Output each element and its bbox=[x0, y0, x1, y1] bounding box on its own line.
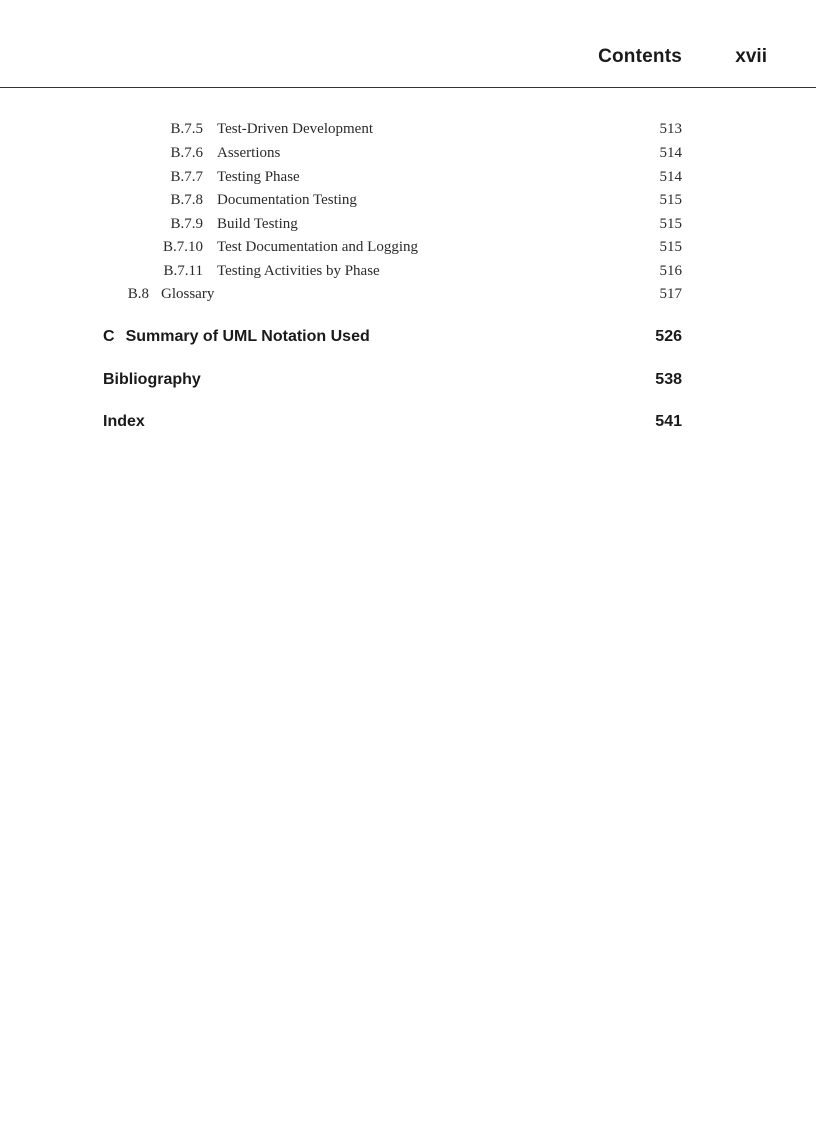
toc-entry bbox=[0, 216, 816, 238]
toc-entry-page: 514 bbox=[659, 145, 682, 161]
toc-entry-title: Testing Activities by Phase bbox=[217, 263, 380, 279]
toc-entry-title: Test Documentation and Logging bbox=[217, 239, 418, 255]
toc-entry-page: 515 bbox=[659, 216, 682, 232]
toc-chapter-title: Bibliography bbox=[103, 371, 201, 388]
toc-entry-title: Test-Driven Development bbox=[217, 121, 373, 137]
toc-entry bbox=[0, 263, 816, 285]
toc-entry-title: Build Testing bbox=[217, 216, 298, 232]
toc-chapter-page: 541 bbox=[655, 413, 682, 430]
toc-chapter-letter: C bbox=[103, 328, 115, 345]
toc-entry-page: 516 bbox=[659, 263, 682, 279]
toc-entry-number: B.7.6 bbox=[170, 145, 203, 161]
toc-entry-number: B.7.11 bbox=[163, 263, 203, 279]
toc-entry-number: B.8 bbox=[127, 286, 149, 302]
toc-chapter-label bbox=[103, 328, 370, 346]
toc-chapter-page: 538 bbox=[655, 371, 682, 388]
page-number: xvii bbox=[735, 46, 767, 67]
toc-entry bbox=[0, 192, 816, 214]
toc-entry-number: B.7.10 bbox=[162, 239, 203, 255]
toc-chapter-entry bbox=[0, 371, 816, 395]
toc-entry-number: B.7.5 bbox=[170, 121, 203, 137]
toc-entry-title: Testing Phase bbox=[217, 169, 300, 185]
toc-entry-page: 513 bbox=[659, 121, 682, 137]
toc-entry-page: 515 bbox=[659, 192, 682, 208]
toc-chapter-label bbox=[103, 371, 201, 389]
toc-entry bbox=[0, 145, 816, 167]
toc-chapter-title: Summary of UML Notation Used bbox=[125, 328, 370, 345]
toc-chapter-title: Index bbox=[103, 413, 145, 430]
toc-section-entry bbox=[0, 286, 816, 308]
toc-entry-page: 514 bbox=[659, 169, 682, 185]
toc-chapter-entry bbox=[0, 413, 816, 437]
toc-entry bbox=[0, 169, 816, 191]
toc-entry-number: B.7.9 bbox=[170, 216, 203, 232]
toc-entry bbox=[0, 239, 816, 261]
toc-entry-title: Glossary bbox=[161, 286, 215, 302]
header-rule bbox=[0, 87, 816, 88]
toc-entry-title: Assertions bbox=[217, 145, 281, 161]
toc-entry-number: B.7.7 bbox=[170, 169, 203, 185]
running-head bbox=[0, 46, 816, 76]
toc-entry-page: 517 bbox=[659, 286, 682, 302]
running-title: Contents bbox=[598, 46, 682, 67]
toc-entry-page: 515 bbox=[659, 239, 682, 255]
toc-entry bbox=[0, 121, 816, 143]
toc-chapter-entry bbox=[0, 328, 816, 352]
toc-entry-title: Documentation Testing bbox=[217, 192, 357, 208]
toc-chapter-page: 526 bbox=[655, 328, 682, 345]
toc-chapter-label bbox=[103, 413, 145, 431]
toc-entry-number: B.7.8 bbox=[170, 192, 203, 208]
